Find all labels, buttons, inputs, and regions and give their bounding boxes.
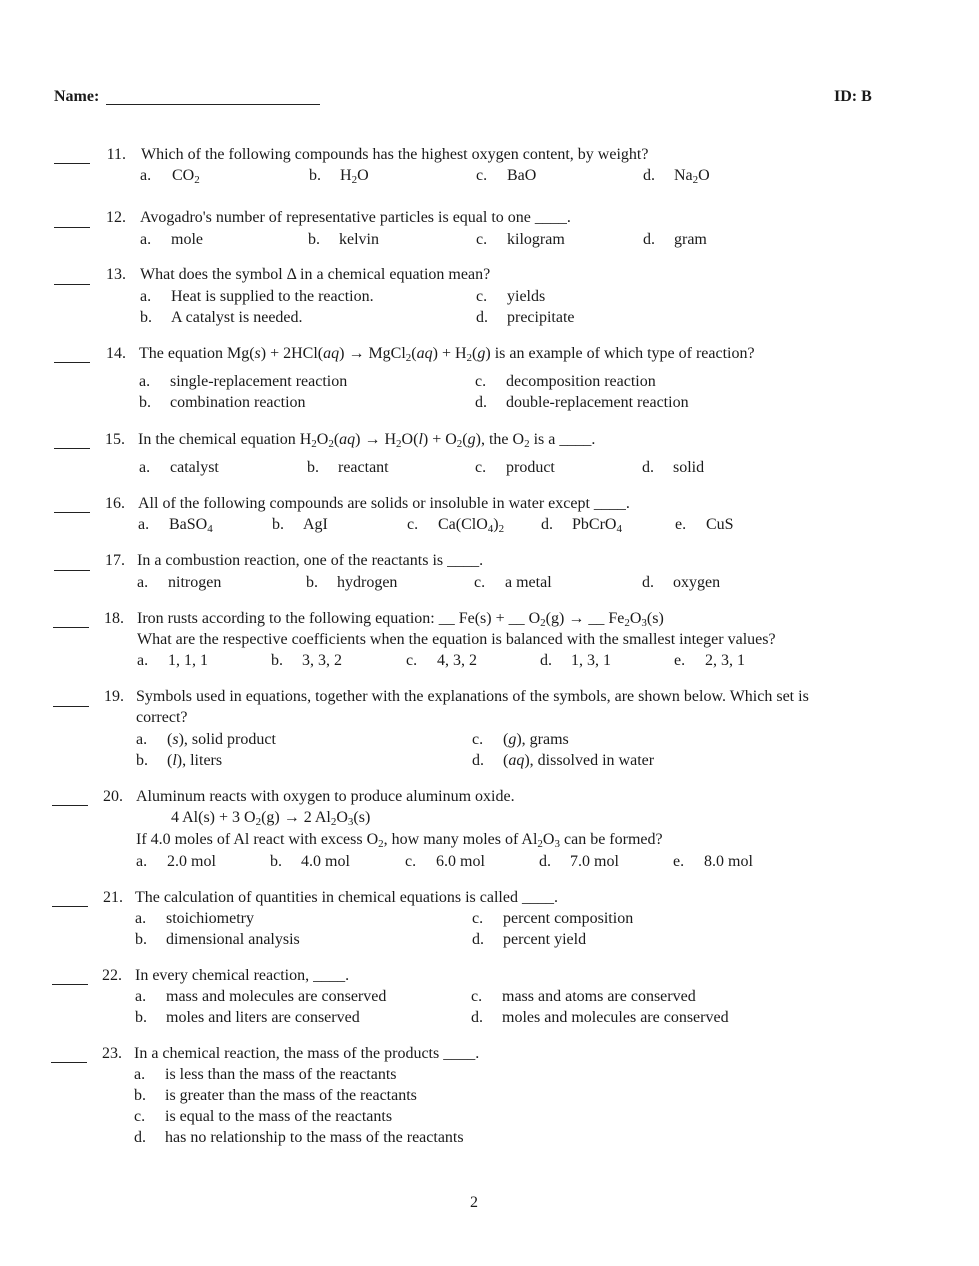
option-letter: a.	[140, 167, 152, 184]
question-stem: Symbols used in equations, together with the explanations of the symbols, are shown below. Which set is	[136, 688, 809, 705]
option-letter: b.	[270, 853, 282, 870]
option-letter: a.	[136, 853, 148, 870]
option-d: precipitate	[507, 309, 575, 326]
option-letter: b.	[140, 309, 152, 326]
option-c: decomposition reaction	[506, 373, 656, 390]
question-number: 13.	[106, 266, 126, 283]
answer-blank-12[interactable]	[54, 227, 90, 228]
option-letter: d.	[540, 652, 552, 669]
option-letter: a.	[135, 988, 147, 1005]
option-letter: d.	[643, 167, 655, 184]
option-letter: d.	[472, 931, 484, 948]
option-letter: a.	[137, 652, 149, 669]
option-letter: d.	[134, 1129, 146, 1146]
option-a: single-replacement reaction	[170, 373, 348, 390]
question-number: 21.	[103, 889, 123, 906]
option-d: moles and molecules are conserved	[502, 1009, 729, 1026]
option-d: 7.0 mol	[570, 853, 619, 870]
option-b: moles and liters are conserved	[166, 1009, 360, 1026]
option-letter: d.	[642, 574, 654, 591]
option-letter: c.	[476, 167, 488, 184]
option-d: 1, 3, 1	[571, 652, 611, 669]
option-b: (l), liters	[167, 752, 223, 769]
option-letter: d.	[642, 459, 654, 476]
question-number: 22.	[102, 967, 122, 984]
option-letter: e.	[673, 853, 685, 870]
option-d: PbCrO$_4$	[572, 516, 622, 535]
name-label: Name:	[54, 88, 100, 105]
option-d: double-replacement reaction	[506, 394, 689, 411]
option-a: stoichiometry	[166, 910, 254, 927]
question-stem: What does the symbol Δ in a chemical equation mean?	[140, 266, 491, 283]
option-letter: e.	[674, 652, 686, 669]
option-b: combination reaction	[170, 394, 306, 411]
option-letter: c.	[407, 516, 419, 533]
option-d: gram	[674, 231, 707, 248]
option-c: a metal	[505, 574, 552, 591]
option-letter: c.	[476, 288, 488, 305]
option-letter: a.	[138, 516, 150, 533]
option-c: 4, 3, 2	[437, 652, 477, 669]
option-d: (aq), dissolved in water	[503, 752, 655, 769]
option-letter: d.	[539, 853, 551, 870]
option-a: (s), solid product	[167, 731, 276, 748]
option-b: 4.0 mol	[301, 853, 350, 870]
option-a: mass and molecules are conserved	[166, 988, 387, 1005]
option-a: $CO_2$	[172, 167, 200, 186]
option-letter: d.	[476, 309, 488, 326]
option-letter: a.	[134, 1066, 146, 1083]
question-stem: In every chemical reaction, ____.	[135, 967, 350, 984]
reaction-equation: 4 Al(s) + 3 $O_2(g) \to 2$ $Al_2O_3(s)$	[171, 809, 371, 828]
question-prompt: If 4.0 moles of Al react with excess $O_2$, how many moles of $Al_2O_3$ can be formed?	[136, 831, 663, 850]
question-stem: Which of the following compounds has the highest oxygen content, by weight?	[141, 146, 649, 163]
question-stem: Iron rusts according to the following equation: __ Fe(s) + __ $O_2(g)$ → __ $Fe_2O_3(s)$	[137, 610, 664, 629]
option-c: mass and atoms are conserved	[502, 988, 696, 1005]
option-letter: c.	[476, 231, 488, 248]
option-letter: a.	[139, 373, 151, 390]
question-stem: In the chemical equation $H_2O_2(aq) \to H_2O(l) + O_2(g)$, the $O_2$ is a ____.	[138, 431, 596, 450]
option-a: nitrogen	[168, 574, 222, 591]
option-letter: b.	[272, 516, 284, 533]
question-stem-line2: correct?	[136, 709, 188, 726]
option-letter: a.	[135, 910, 147, 927]
question-stem: The calculation of quantities in chemical equations is called ____.	[135, 889, 558, 906]
question-number: 12.	[106, 209, 126, 226]
option-a: 1, 1, 1	[168, 652, 208, 669]
option-b: 3, 3, 2	[302, 652, 342, 669]
question-number: 23.	[102, 1045, 122, 1062]
option-a: 2.0 mol	[167, 853, 216, 870]
option-c: percent composition	[503, 910, 634, 927]
option-letter: d.	[471, 1009, 483, 1026]
option-letter: c.	[475, 373, 487, 390]
option-letter: b.	[307, 459, 319, 476]
option-letter: a.	[140, 231, 152, 248]
option-a: catalyst	[170, 459, 219, 476]
option-b: is greater than the mass of the reactants	[165, 1087, 417, 1104]
option-b: kelvin	[339, 231, 379, 248]
option-a: mole	[171, 231, 203, 248]
option-letter: b.	[308, 231, 320, 248]
option-e: 2, 3, 1	[705, 652, 745, 669]
option-a: is less than the mass of the reactants	[165, 1066, 397, 1083]
option-letter: d.	[643, 231, 655, 248]
option-letter: a.	[137, 574, 149, 591]
question-number: 15.	[105, 431, 125, 448]
option-letter: b.	[135, 1009, 147, 1026]
option-letter: d.	[475, 394, 487, 411]
option-letter: b.	[139, 394, 151, 411]
option-letter: c.	[471, 988, 483, 1005]
question-number: 16.	[105, 495, 125, 512]
question-number: 17.	[105, 552, 125, 569]
option-letter: b.	[306, 574, 318, 591]
question-stem-line2: What are the respective coefficients when the equation is balanced with the smallest integer values?	[137, 631, 776, 648]
question-number: 11.	[106, 146, 126, 163]
option-d: oxygen	[673, 574, 721, 591]
option-c: is equal to the mass of the reactants	[165, 1108, 393, 1125]
answer-blank-14[interactable]	[54, 362, 90, 363]
page-number: 2	[470, 1194, 478, 1211]
option-d: percent yield	[503, 931, 587, 948]
question-stem: In a chemical reaction, the mass of the products ____.	[134, 1045, 480, 1062]
option-a: BaSO$_4$	[169, 516, 213, 535]
option-letter: c.	[472, 731, 484, 748]
option-letter: a.	[139, 459, 151, 476]
option-letter: c.	[134, 1108, 146, 1125]
option-letter: c.	[405, 853, 417, 870]
option-letter: a.	[136, 731, 148, 748]
option-c: (g), grams	[503, 731, 569, 748]
option-e: 8.0 mol	[704, 853, 753, 870]
option-b: $H_2O$	[340, 167, 369, 186]
option-letter: c.	[475, 459, 487, 476]
option-b: A catalyst is needed.	[171, 309, 303, 326]
id-label: ID: B	[834, 88, 872, 105]
option-c: yields	[507, 288, 546, 305]
option-letter: e.	[675, 516, 687, 533]
option-c: product	[506, 459, 555, 476]
option-e: CuS	[706, 516, 734, 533]
option-c: kilogram	[507, 231, 565, 248]
option-d: solid	[673, 459, 705, 476]
option-letter: d.	[541, 516, 553, 533]
option-letter: d.	[472, 752, 484, 769]
name-input-line[interactable]	[106, 104, 320, 105]
question-stem: All of the following compounds are solids or insoluble in water except ____.	[138, 495, 630, 512]
option-b: hydrogen	[337, 574, 398, 591]
answer-blank-13[interactable]	[54, 284, 90, 285]
option-b: dimensional analysis	[166, 931, 300, 948]
question-stem: Avogadro's number of representative particles is equal to one ____.	[140, 209, 571, 226]
option-letter: c.	[474, 574, 486, 591]
question-stem: The equation Mg(s) + 2HCl(aq) → MgCl$_2$(aq) + $H_2(g)$ is an example of which type of reaction?	[139, 345, 755, 364]
option-letter: b.	[271, 652, 283, 669]
option-b: reactant	[338, 459, 389, 476]
option-c: 6.0 mol	[436, 853, 485, 870]
question-number: 20.	[103, 788, 123, 805]
question-number: 19.	[104, 688, 124, 705]
option-letter: c.	[472, 910, 484, 927]
answer-blank-11[interactable]	[54, 163, 90, 164]
option-d: $Na_2O$	[674, 167, 710, 186]
question-stem: Aluminum reacts with oxygen to produce aluminum oxide.	[136, 788, 515, 805]
question-number: 18.	[104, 610, 124, 627]
question-number: 14.	[106, 345, 126, 362]
question-stem: In a combustion reaction, one of the reactants is ____.	[137, 552, 484, 569]
option-a: Heat is supplied to the reaction.	[171, 288, 374, 305]
option-letter: b.	[309, 167, 321, 184]
option-b: AgI	[303, 516, 328, 533]
option-c: $Ca(ClO_4)_2$	[438, 516, 505, 535]
option-letter: c.	[406, 652, 418, 669]
option-d: has no relationship to the mass of the reactants	[165, 1129, 464, 1146]
option-c: BaO	[507, 167, 537, 184]
option-letter: b.	[135, 931, 147, 948]
option-letter: b.	[134, 1087, 146, 1104]
option-letter: a.	[140, 288, 152, 305]
option-letter: b.	[136, 752, 148, 769]
